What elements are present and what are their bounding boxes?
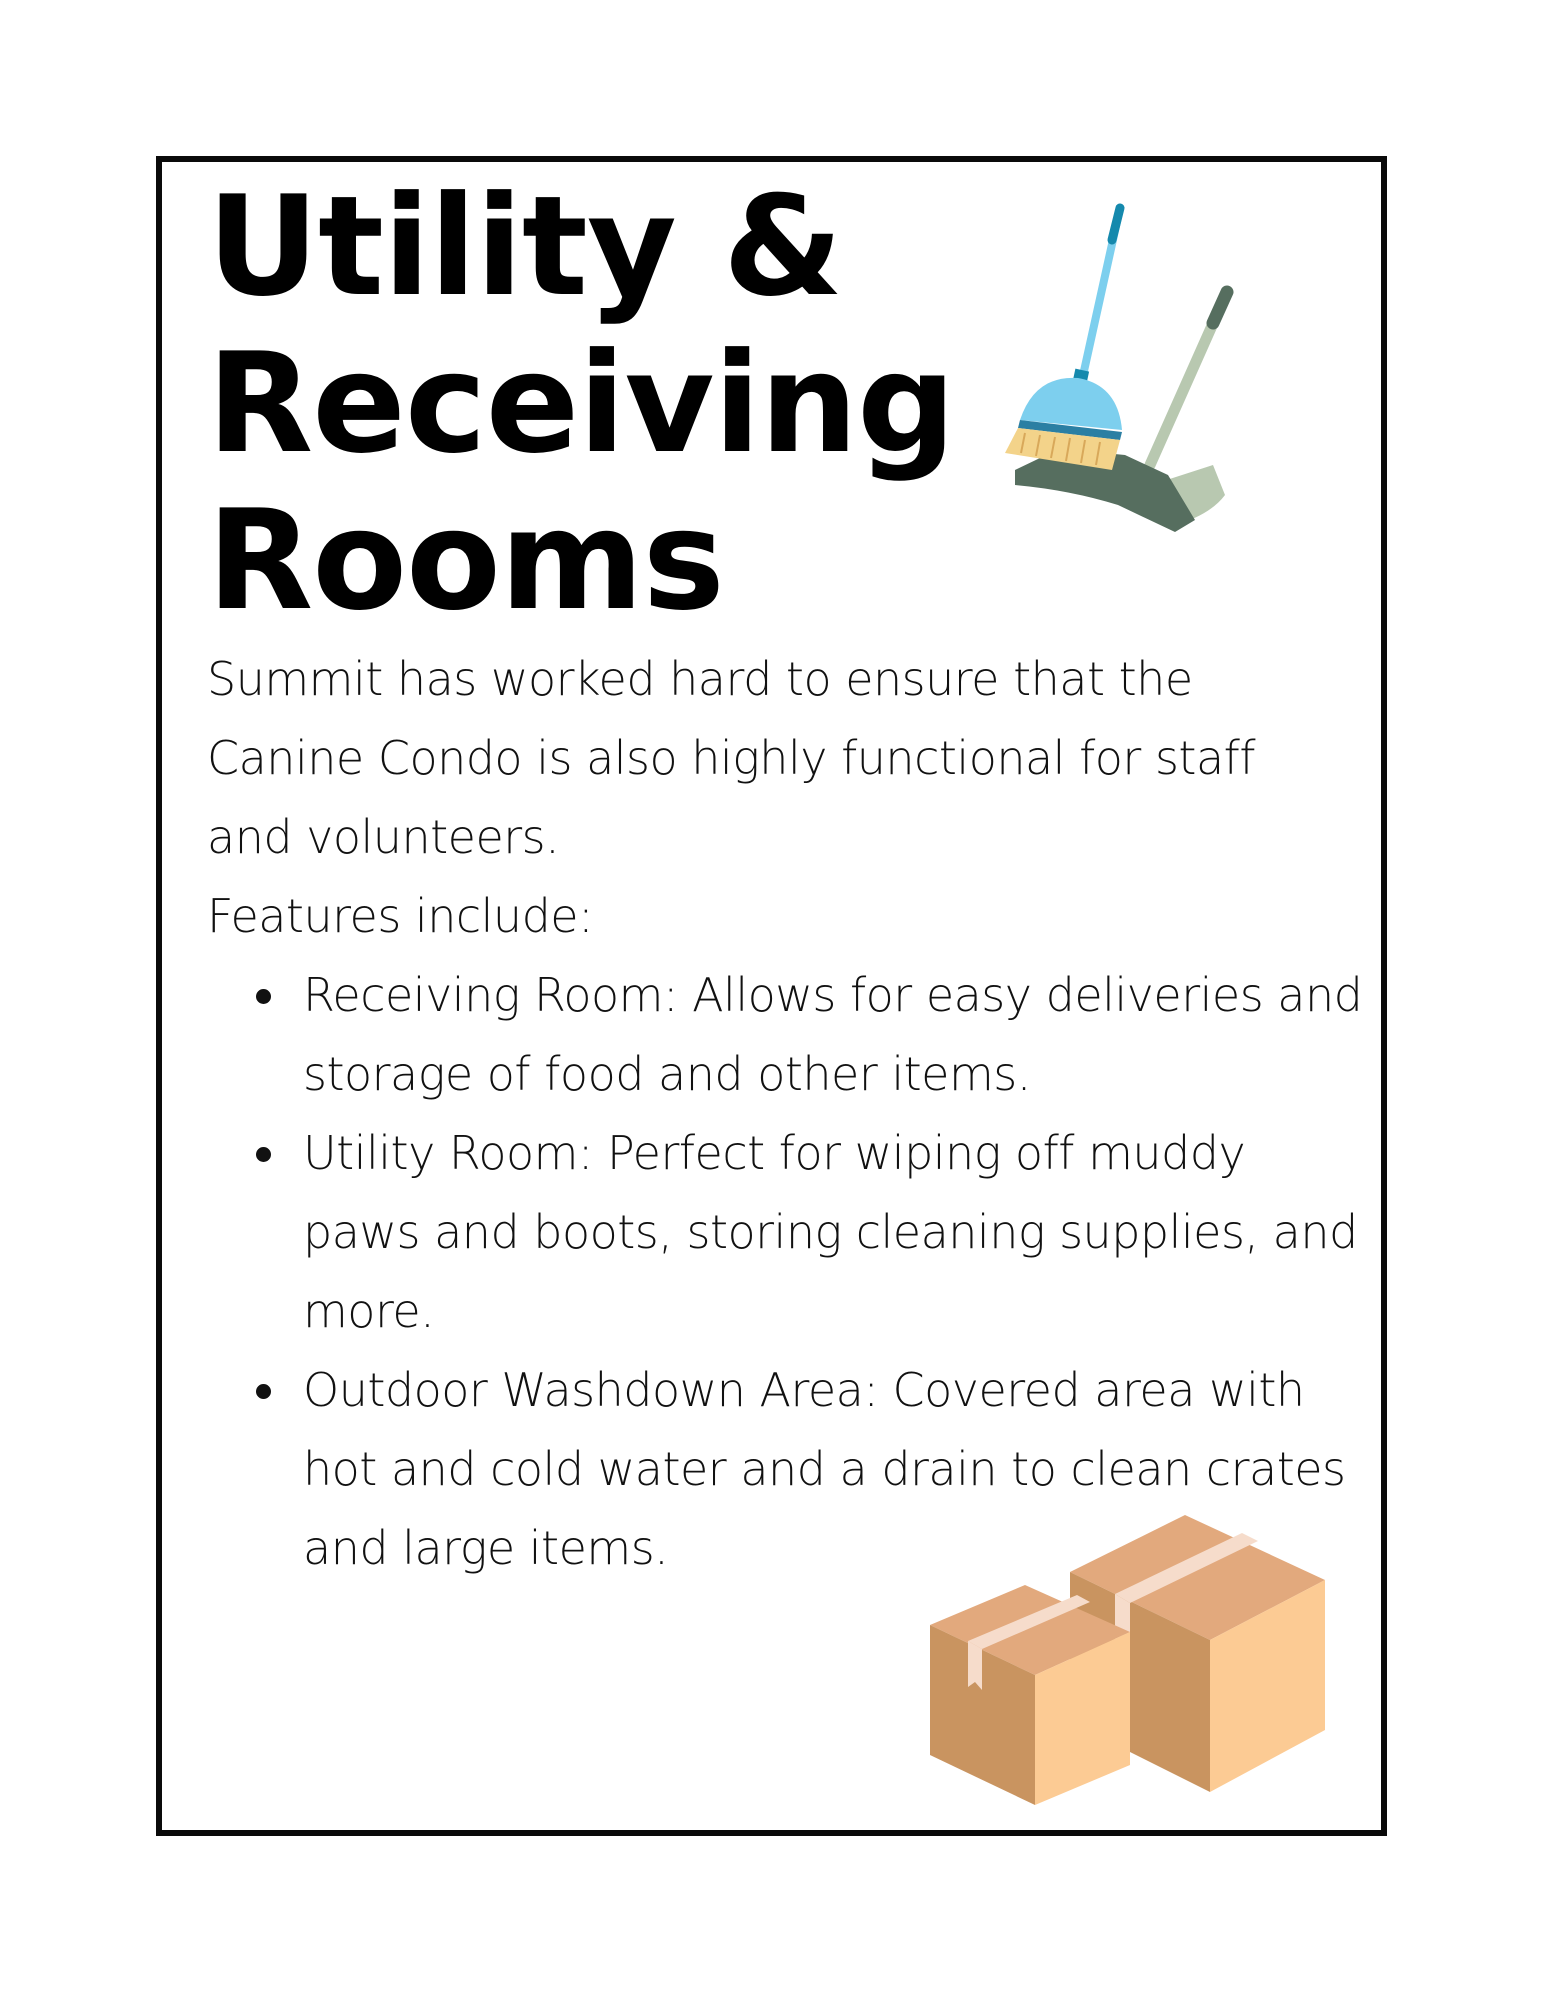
features-list bbox=[207, 956, 1363, 1588]
list-item bbox=[303, 1114, 1363, 1351]
features-label: Features include: bbox=[207, 889, 594, 943]
title-line-2: Receiving bbox=[207, 323, 955, 484]
title-line-3: Rooms bbox=[207, 480, 724, 641]
feature-utility-room: Utility Room: Perfect for wiping off muddy paws and boots, storing cleaning supplies, and more. bbox=[303, 1126, 1358, 1338]
cardboard-boxes-icon bbox=[930, 1510, 1350, 1820]
broom-and-dustpan-icon bbox=[1000, 200, 1260, 545]
intro-paragraph: Summit has worked hard to ensure that the Canine Condo is also highly functional for staff and volunteers. bbox=[207, 652, 1256, 864]
bullet-icon bbox=[256, 1384, 271, 1399]
page-title bbox=[207, 168, 955, 639]
feature-receiving-room: Receiving Room: Allows for easy deliveries and storage of food and other items. bbox=[303, 968, 1363, 1101]
body-copy bbox=[207, 640, 1363, 1588]
feature-outdoor-washdown: Outdoor Washdown Area: Covered area with hot and cold water and a drain to clean crates and large items. bbox=[303, 1363, 1346, 1575]
list-item bbox=[303, 956, 1363, 1114]
bullet-icon bbox=[256, 989, 271, 1004]
title-line-1: Utility & bbox=[207, 166, 843, 327]
bullet-icon bbox=[256, 1147, 271, 1162]
